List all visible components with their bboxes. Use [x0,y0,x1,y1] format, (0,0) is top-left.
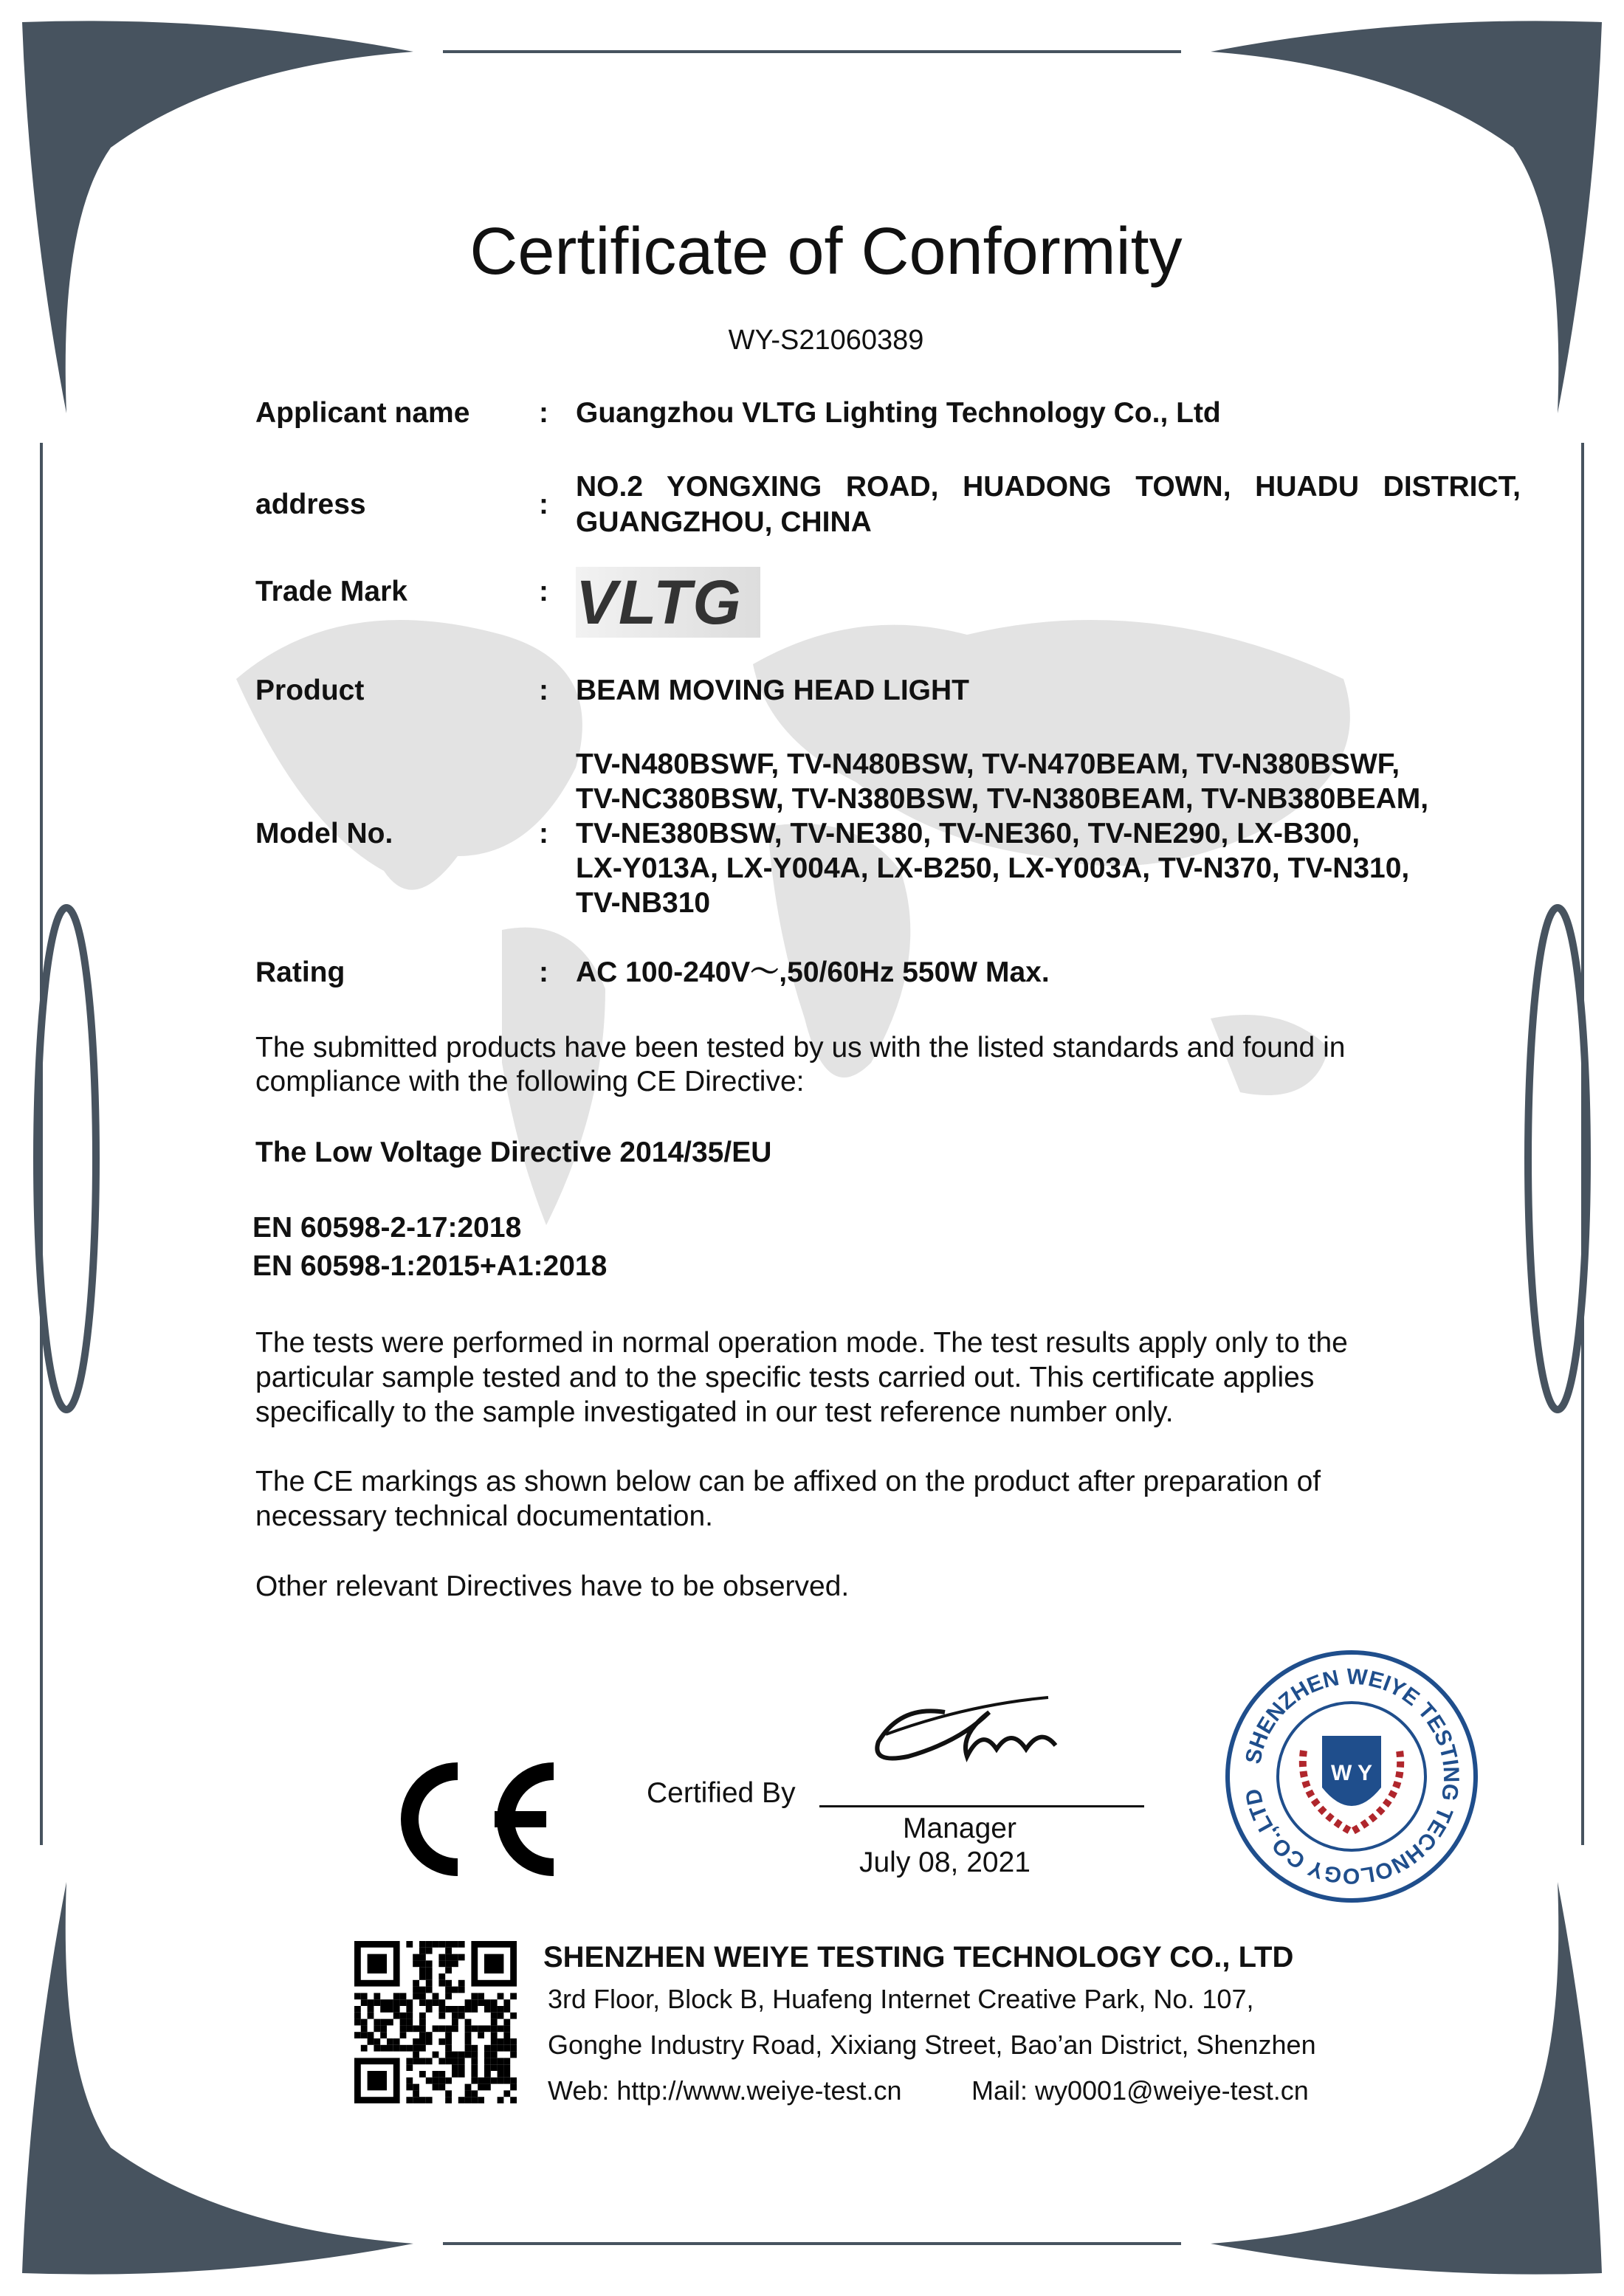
colon: : [539,818,548,849]
footer-address-line: 3rd Floor, Block B, Huafeng Internet Creative Park, No. 107, [548,1984,1254,2014]
colon: : [539,956,548,988]
ce-mark [376,1757,561,1882]
standard: EN 60598-1:2015+A1:2018 [252,1250,608,1282]
product-value: BEAM MOVING HEAD LIGHT [576,675,969,706]
paragraph-line: specifically to the sample investigated in our test reference number only. [255,1396,1174,1428]
certificate-number: WY-S21060389 [728,325,924,356]
standard: EN 60598-2-17:2018 [252,1212,522,1244]
footer-mail-link[interactable]: Mail: wy0001@weiye-test.cn [971,2075,1309,2106]
applicant-label: Applicant name [255,397,470,429]
footer-address-line: Gonghe Industry Road, Xixiang Street, Bao’an District, Shenzhen [548,2030,1316,2060]
paragraph-line: The submitted products have been tested by us with the listed standards and found in [255,1032,1346,1063]
model-label: Model No. [255,818,393,849]
footer-company-name: SHENZHEN WEIYE TESTING TECHNOLOGY CO., LTD [543,1941,1294,1973]
paragraph-line: The tests were performed in normal operation mode. The test results apply only to the [255,1327,1348,1359]
address-line-2: GUANGZHOU, CHINA [576,506,872,538]
paragraph-line: compliance with the following CE Directive: [255,1066,805,1097]
seal-text: SHENZHEN WEIYE TESTING TECHNOLOGY CO.,LTD [1241,1664,1464,1889]
address-line-1: NO.2 YONGXING ROAD, HUADONG TOWN, HUADU DISTRICT, [576,471,1521,503]
model-line: LX-Y013A, LX-Y004A, LX-B250, LX-Y003A, TV-N370, TV-N310, [576,852,1410,884]
applicant-value: Guangzhou VLTG Lighting Technology Co., Ltd [576,397,1221,429]
certified-by-label: Certified By [647,1777,796,1809]
signature-image [856,1683,1078,1786]
signature-date: July 08, 2021 [859,1847,1031,1878]
paragraph-line: The CE markings as shown below can be affixed on the product after preparation of [255,1466,1321,1497]
qr-code[interactable] [354,1941,517,2103]
model-line: TV-N480BSWF, TV-N480BSW, TV-N470BEAM, TV-N380BSWF, [576,748,1400,780]
rating-label: Rating [255,956,345,988]
colon: : [539,489,548,520]
vltg-trademark-logo: VLTG [576,567,760,638]
trademark-label: Trade Mark [255,576,407,607]
footer-web-link[interactable]: Web: http://www.weiye-test.cn [548,2075,902,2106]
signer-role: Manager [903,1813,1016,1844]
certificate-title: Certificate of Conformity [469,215,1183,289]
paragraph-line: Other relevant Directives have to be observed. [255,1571,850,1602]
company-seal [1222,1647,1481,1906]
model-line: TV-NC380BSW, TV-N380BSW, TV-N380BEAM, TV-NB380BEAM, [576,783,1429,815]
paragraph-line: necessary technical documentation. [255,1500,714,1532]
colon: : [539,397,548,429]
address-label: address [255,489,366,520]
directive: The Low Voltage Directive 2014/35/EU [255,1137,772,1168]
paragraph-line: particular sample tested and to the specific tests carried out. This certificate applies [255,1362,1315,1393]
colon: : [539,576,548,607]
colon: : [539,675,548,706]
rating-value: AC 100-240V～,50/60Hz 550W Max. [576,956,1050,988]
model-line: TV-NE380BSW, TV-NE380, TV-NE360, TV-NE290, LX-B300, [576,818,1360,849]
seal-initials: W Y [1330,1761,1373,1785]
model-line: TV-NB310 [576,887,711,919]
signature-line [819,1805,1144,1807]
product-label: Product [255,675,365,706]
